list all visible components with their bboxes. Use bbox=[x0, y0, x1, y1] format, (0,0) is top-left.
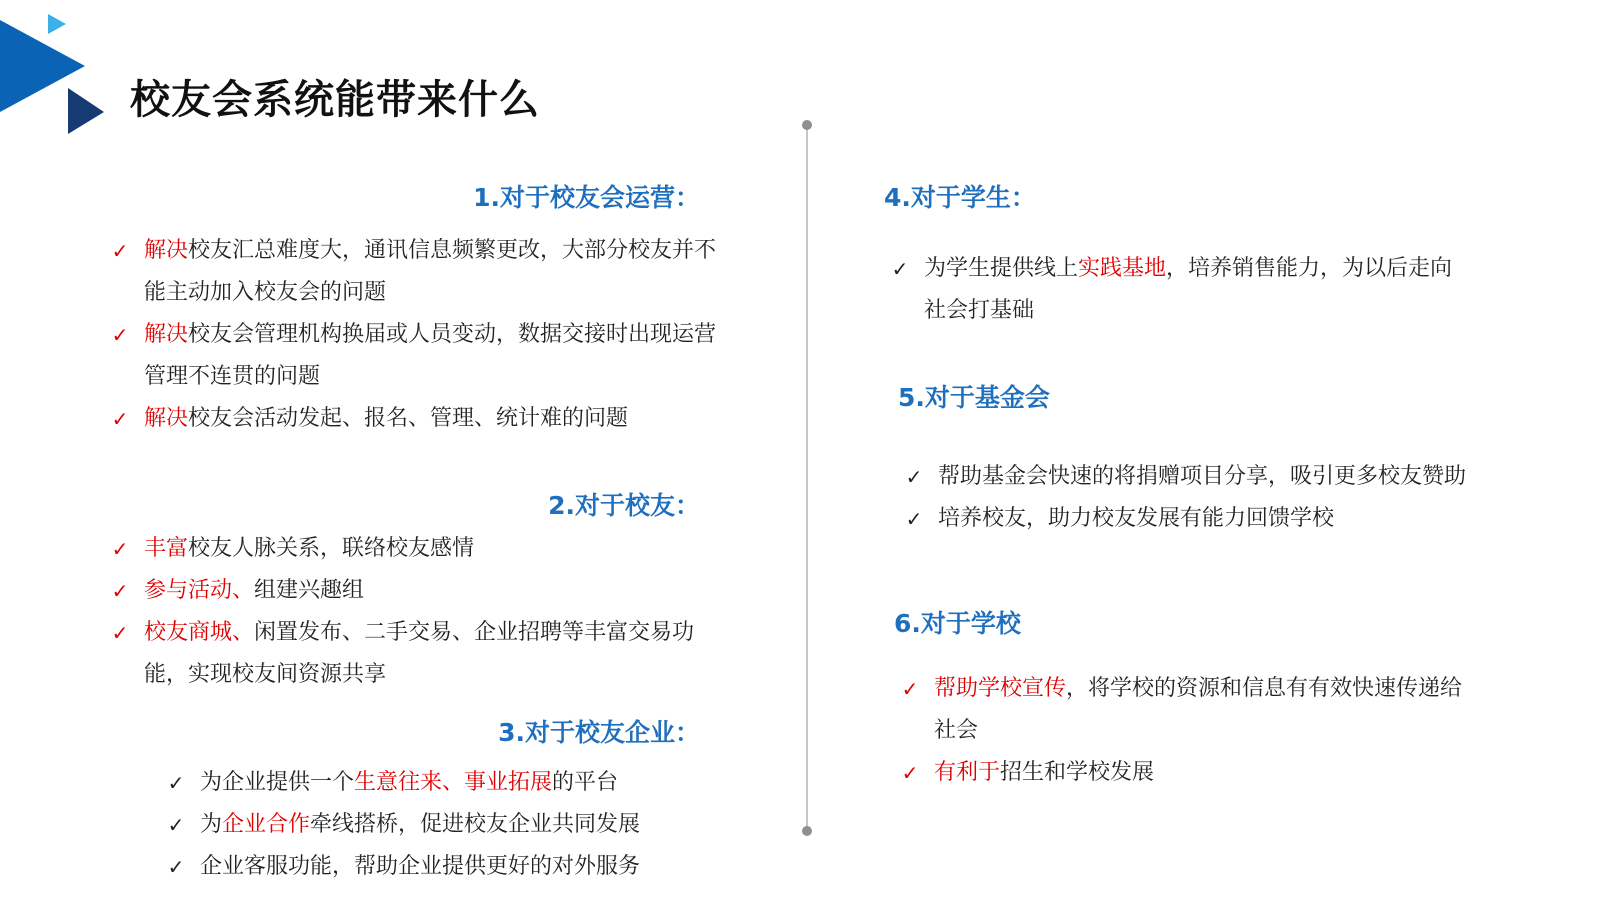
item-text: 帮助基金会快速的将捐赠项目分享，吸引更多校友赞助 bbox=[938, 464, 1467, 489]
check-icon: ✓ bbox=[901, 677, 919, 701]
list-item bbox=[108, 314, 718, 398]
list-item bbox=[108, 612, 718, 696]
item-text: 校友会管理机构换届或人员变动，数据交接时出现运营管理不连贯的问题 bbox=[144, 322, 717, 389]
highlight-text: 解决 bbox=[144, 406, 189, 431]
list-item bbox=[164, 762, 784, 804]
deco-triangle-light bbox=[48, 14, 66, 34]
section-5-heading: 5.对于基金会 bbox=[898, 383, 1050, 412]
item-text-pre: 为企业提供一个 bbox=[200, 770, 355, 795]
divider-top-dot bbox=[802, 120, 812, 130]
list-item bbox=[108, 230, 718, 314]
check-icon: ✓ bbox=[111, 537, 129, 561]
check-icon: ✓ bbox=[167, 771, 185, 795]
item-text: ，将学校的资源和信息有有效快速传递给社会 bbox=[934, 676, 1463, 743]
check-icon: ✓ bbox=[891, 257, 909, 281]
list-item bbox=[902, 456, 1552, 498]
item-text-pre: 为 bbox=[200, 812, 223, 837]
item-text-post: 牵线搭桥，促进校友企业共同发展 bbox=[310, 812, 641, 837]
check-icon: ✓ bbox=[111, 239, 129, 263]
check-icon: ✓ bbox=[901, 761, 919, 785]
section-4-heading: 4.对于学生： bbox=[884, 183, 1036, 212]
check-icon: ✓ bbox=[167, 855, 185, 879]
section-3-list bbox=[164, 762, 784, 888]
section-1-heading: 1.对于校友会运营： bbox=[473, 183, 700, 212]
section-6-list bbox=[898, 668, 1478, 794]
list-item bbox=[898, 752, 1478, 794]
item-text-pre: 企业客服功能，帮助企业提供更好的对外服务 bbox=[200, 854, 641, 879]
section-2-list bbox=[108, 528, 718, 696]
section-4-list bbox=[888, 248, 1468, 332]
section-1-list bbox=[108, 230, 718, 440]
list-item bbox=[108, 528, 718, 570]
list-item bbox=[164, 846, 784, 888]
check-icon: ✓ bbox=[111, 407, 129, 431]
item-text: 培养校友，助力校友发展有能力回馈学校 bbox=[938, 506, 1335, 531]
deco-triangle-navy bbox=[68, 88, 104, 134]
check-icon: ✓ bbox=[111, 579, 129, 603]
item-text-pre: 为学生提供线上 bbox=[924, 256, 1079, 281]
item-text: 校友人脉关系，联络校友感情 bbox=[188, 536, 475, 561]
check-icon: ✓ bbox=[905, 465, 923, 489]
item-text-post: 的平台 bbox=[552, 770, 619, 795]
highlight-text: 生意往来、事业拓展 bbox=[354, 770, 553, 795]
check-icon: ✓ bbox=[111, 323, 129, 347]
item-text: 校友汇总难度大，通讯信息频繁更改，大部分校友并不能主动加入校友会的问题 bbox=[144, 238, 717, 305]
highlight-text: 解决 bbox=[144, 238, 189, 263]
list-item bbox=[898, 668, 1478, 752]
section-5-list bbox=[902, 456, 1552, 540]
highlight-text: 参与活动、 bbox=[144, 578, 255, 603]
highlight-text: 有利于 bbox=[934, 760, 1001, 785]
item-text-post: ，培养销售能力，为以后走向社会打基础 bbox=[924, 256, 1453, 323]
list-item bbox=[888, 248, 1468, 332]
highlight-text: 解决 bbox=[144, 322, 189, 347]
check-icon: ✓ bbox=[111, 621, 129, 645]
highlight-text: 帮助学校宣传 bbox=[934, 676, 1067, 701]
section-2-heading: 2.对于校友： bbox=[548, 491, 700, 520]
section-3-heading: 3.对于校友企业： bbox=[498, 718, 700, 747]
divider-bottom-dot bbox=[802, 826, 812, 836]
highlight-text: 企业合作 bbox=[222, 812, 311, 837]
item-text: 校友会活动发起、报名、管理、统计难的问题 bbox=[188, 406, 629, 431]
item-text: 招生和学校发展 bbox=[1000, 760, 1155, 785]
list-item bbox=[164, 804, 784, 846]
item-text: 闲置发布、二手交易、企业招聘等丰富交易功能，实现校友间资源共享 bbox=[144, 620, 695, 687]
page-title: 校友会系统能带来什么 bbox=[130, 77, 540, 123]
highlight-text: 丰富 bbox=[144, 536, 189, 561]
item-text: 组建兴趣组 bbox=[254, 578, 365, 603]
section-6-heading: 6.对于学校 bbox=[894, 609, 1021, 638]
highlight-text: 实践基地 bbox=[1078, 256, 1167, 281]
check-icon: ✓ bbox=[167, 813, 185, 837]
list-item bbox=[108, 570, 718, 612]
list-item bbox=[902, 498, 1552, 540]
list-item bbox=[108, 398, 718, 440]
corner-decoration bbox=[0, 0, 120, 140]
highlight-text: 校友商城、 bbox=[144, 620, 255, 645]
check-icon: ✓ bbox=[905, 507, 923, 531]
center-divider bbox=[806, 124, 808, 832]
